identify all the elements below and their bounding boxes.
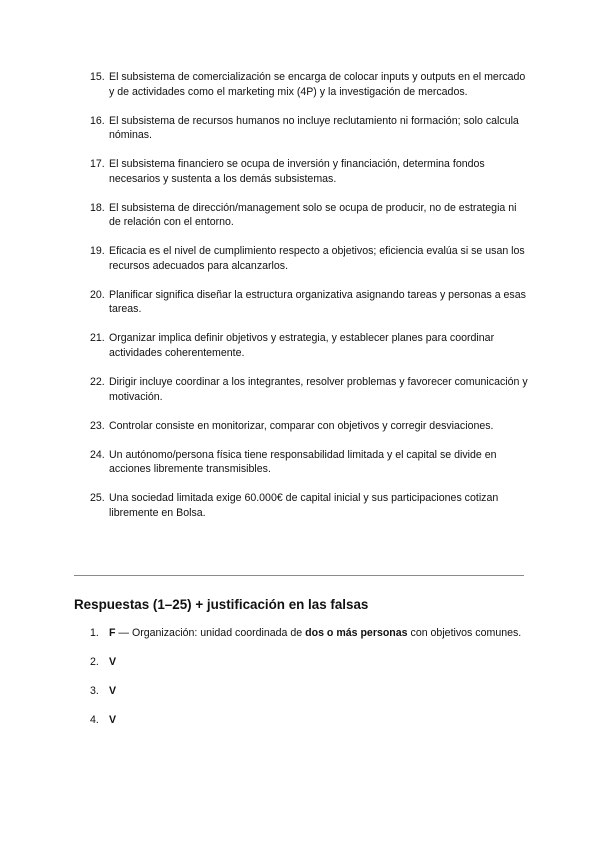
list-item	[0, 626, 600, 641]
list-item	[0, 491, 600, 520]
list-item	[0, 713, 600, 728]
item-text	[109, 684, 529, 699]
answer-verdict: V	[109, 655, 117, 668]
item-text: Planificar significa diseñar la estructura organizativa asignando tareas y personas a esas tareas.	[109, 288, 526, 316]
list-item	[0, 288, 600, 317]
list-item	[0, 655, 600, 670]
item-number: 23.	[90, 419, 105, 432]
list-item	[0, 448, 600, 477]
item-text	[109, 626, 529, 641]
item-text	[109, 655, 529, 670]
justification-text: — Organización: unidad coordinada de	[115, 627, 306, 639]
answer-list	[0, 626, 600, 742]
item-number: 20.	[90, 288, 105, 301]
item-number: 1.	[90, 627, 99, 639]
horizontal-divider	[74, 575, 524, 576]
item-text	[109, 713, 529, 728]
justification-text: con objetivos comunes.	[407, 627, 522, 639]
item-number: 19.	[90, 245, 105, 258]
answer-verdict: V	[109, 684, 117, 697]
answer-verdict: F	[109, 627, 116, 639]
list-item	[0, 201, 600, 230]
list-item	[0, 419, 600, 434]
list-item	[0, 157, 600, 186]
emphasis-text: dos o más personas	[305, 627, 408, 639]
item-text: Una sociedad limitada exige 60.000€ de capital inicial y sus participaciones cotizan libremente en Bolsa.	[109, 492, 499, 519]
answer-verdict: V	[109, 713, 117, 726]
list-item	[0, 114, 600, 143]
item-number: 21.	[90, 332, 105, 345]
list-item	[0, 375, 600, 404]
item-text: El subsistema financiero se ocupa de inversión y financiación, determina fondos necesarios y sustenta a los demás subsistemas.	[109, 158, 485, 185]
item-text: El subsistema de dirección/management solo se ocupa de producir, no de estrategia ni de relación con el entorno.	[109, 201, 517, 229]
item-number: 3.	[90, 684, 99, 697]
answers-heading: Respuestas (1–25) + justificación en las falsas	[74, 597, 369, 612]
item-number: 4.	[90, 713, 99, 726]
question-list	[0, 70, 600, 535]
item-text: Controlar consiste en monitorizar, comparar con objetivos y corregir desviaciones.	[109, 419, 494, 432]
list-item	[0, 244, 600, 273]
item-number: 18.	[90, 201, 105, 214]
item-text: Un autónomo/persona física tiene responsabilidad limitada y el capital se divide en acciones libremente transmisibles.	[109, 448, 497, 476]
item-number: 17.	[90, 158, 105, 171]
item-number: 24.	[90, 448, 105, 461]
item-number: 25.	[90, 492, 105, 505]
item-text: El subsistema de comercialización se encarga de colocar inputs y outputs en el mercado y de actividades como el marketing mix (4P) y la investigación de mercados.	[109, 71, 526, 98]
item-number: 2.	[90, 655, 99, 668]
list-item	[0, 70, 600, 99]
list-item	[0, 331, 600, 360]
item-text: Organizar implica definir objetivos y estrategia, y establecer planes para coordinar actividades coherentemente.	[109, 332, 495, 360]
item-number: 15.	[90, 71, 105, 83]
item-number: 22.	[90, 376, 105, 389]
item-text: El subsistema de recursos humanos no incluye reclutamiento ni formación; solo calcula nóminas.	[109, 114, 519, 142]
list-item	[0, 684, 600, 699]
item-text: Dirigir incluye coordinar a los integrantes, resolver problemas y favorecer comunicación y motivación.	[109, 376, 528, 403]
item-text: Eficacia es el nivel de cumplimiento respecto a objetivos; eficiencia evalúa si se usan los recursos adecuados para alcanzarlos.	[109, 245, 525, 272]
item-number: 16.	[90, 114, 105, 127]
